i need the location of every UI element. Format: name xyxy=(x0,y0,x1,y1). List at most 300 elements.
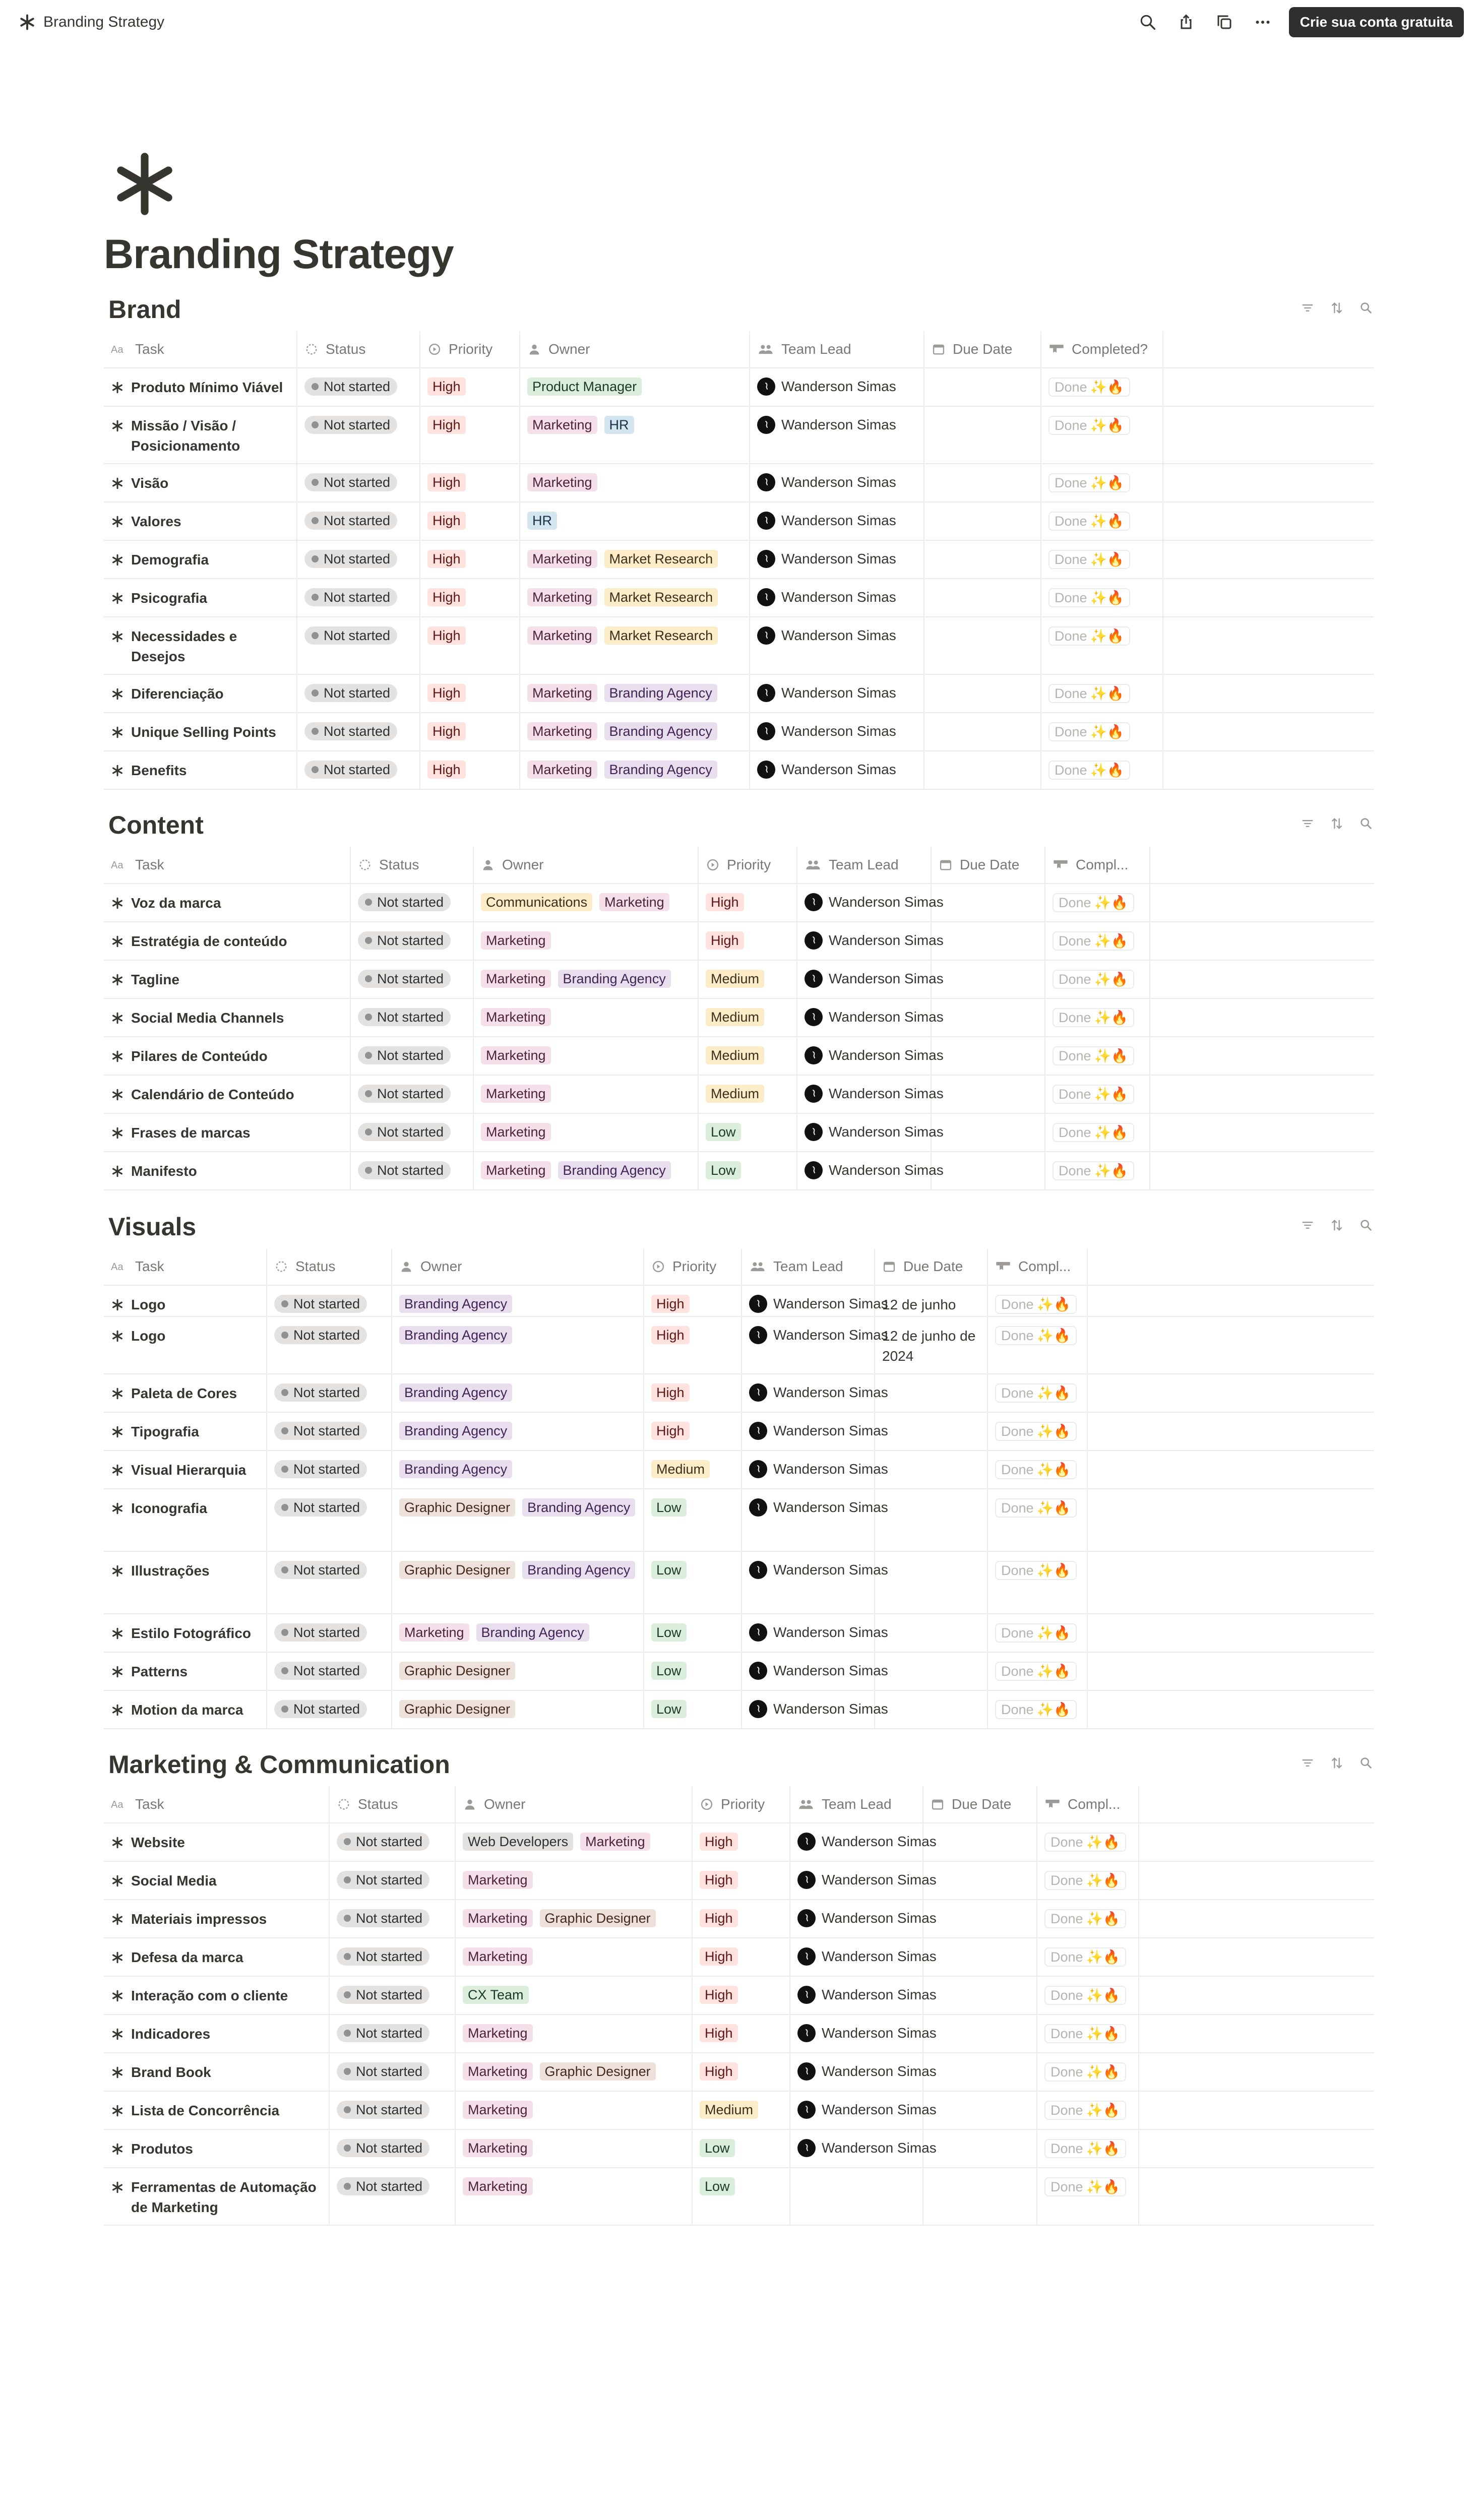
cell-due-date[interactable] xyxy=(924,464,1041,501)
table-row[interactable] xyxy=(104,541,1374,579)
filter-icon[interactable] xyxy=(1300,815,1316,832)
column-header-completed[interactable] xyxy=(1037,1786,1139,1822)
cell-owner[interactable] xyxy=(456,2053,693,2091)
cell-completed[interactable] xyxy=(1041,464,1163,501)
done-button[interactable] xyxy=(1044,2024,1126,2043)
cell-priority[interactable] xyxy=(644,1614,742,1652)
table-row[interactable] xyxy=(104,1614,1374,1653)
table-row[interactable] xyxy=(104,1823,1374,1862)
done-button[interactable] xyxy=(1044,2139,1126,2158)
cell-priority[interactable] xyxy=(644,1552,742,1613)
cell-owner[interactable] xyxy=(392,1413,644,1450)
cell-priority[interactable] xyxy=(699,1152,797,1189)
cell-owner[interactable] xyxy=(520,541,750,578)
cell-status[interactable] xyxy=(351,922,474,960)
cell-completed[interactable] xyxy=(1037,1862,1139,1899)
cell-status[interactable] xyxy=(351,1037,474,1075)
cell-owner[interactable] xyxy=(392,1614,644,1652)
column-header-team-lead[interactable] xyxy=(797,847,932,883)
cell-status[interactable] xyxy=(267,1653,392,1690)
cell-owner[interactable] xyxy=(474,999,699,1036)
cell-priority[interactable] xyxy=(699,884,797,921)
cell-completed[interactable] xyxy=(1041,368,1163,406)
cell-team-lead[interactable] xyxy=(742,1691,888,1728)
done-button[interactable] xyxy=(995,1700,1077,1719)
cell-team-lead[interactable] xyxy=(790,1900,937,1937)
cell-owner[interactable] xyxy=(474,1114,699,1151)
cell-owner[interactable] xyxy=(456,2092,693,2129)
done-button[interactable] xyxy=(995,1460,1077,1479)
cell-team-lead[interactable] xyxy=(790,2015,937,2052)
cell-owner[interactable] xyxy=(392,1286,644,1316)
task-name[interactable] xyxy=(104,675,297,712)
cell-team-lead[interactable] xyxy=(742,1552,888,1613)
cell-status[interactable] xyxy=(267,1614,392,1652)
cell-owner[interactable] xyxy=(520,502,750,540)
cell-status[interactable] xyxy=(267,1374,392,1412)
cell-status[interactable] xyxy=(330,2015,456,2052)
search-icon[interactable] xyxy=(1358,815,1374,832)
column-header-task[interactable] xyxy=(104,1248,267,1285)
done-button[interactable] xyxy=(995,1561,1077,1580)
cell-completed[interactable] xyxy=(988,1374,1088,1412)
cell-owner[interactable] xyxy=(520,751,750,789)
cell-status[interactable] xyxy=(351,1152,474,1189)
cell-team-lead[interactable] xyxy=(742,1413,888,1450)
cell-due-date[interactable] xyxy=(923,2168,1037,2225)
cell-priority[interactable] xyxy=(644,1286,742,1316)
cell-priority[interactable] xyxy=(699,1076,797,1113)
task-name[interactable] xyxy=(104,1286,267,1316)
table-row[interactable] xyxy=(104,1076,1374,1114)
cell-team-lead[interactable] xyxy=(750,675,924,712)
table-row[interactable] xyxy=(104,1114,1374,1152)
cell-status[interactable] xyxy=(351,884,474,921)
cell-due-date[interactable] xyxy=(875,1614,988,1652)
done-button[interactable] xyxy=(1053,1123,1134,1142)
column-header-priority[interactable] xyxy=(699,847,797,883)
task-name[interactable] xyxy=(104,2168,330,2225)
cell-completed[interactable] xyxy=(1037,2092,1139,2129)
search-icon[interactable] xyxy=(1358,300,1374,316)
cell-priority[interactable] xyxy=(693,2015,790,2052)
table-row[interactable] xyxy=(104,1977,1374,2015)
done-button[interactable] xyxy=(1044,2177,1126,2196)
cell-team-lead[interactable] xyxy=(750,751,924,789)
cell-completed[interactable] xyxy=(1041,713,1163,750)
cell-owner[interactable] xyxy=(520,675,750,712)
column-header-status[interactable] xyxy=(267,1248,392,1285)
task-name[interactable] xyxy=(104,1977,330,2014)
cell-completed[interactable] xyxy=(1037,2015,1139,2052)
search-icon[interactable] xyxy=(1136,10,1160,34)
filter-icon[interactable] xyxy=(1300,1217,1316,1233)
cell-priority[interactable] xyxy=(420,713,520,750)
cell-completed[interactable] xyxy=(988,1614,1088,1652)
cell-owner[interactable] xyxy=(520,464,750,501)
cell-due-date[interactable] xyxy=(932,884,1045,921)
cell-due-date[interactable] xyxy=(924,502,1041,540)
task-name[interactable] xyxy=(104,999,351,1036)
cell-team-lead[interactable] xyxy=(750,617,924,674)
column-header-task[interactable] xyxy=(104,1786,330,1822)
task-name[interactable] xyxy=(104,1900,330,1937)
cell-team-lead[interactable] xyxy=(797,1037,944,1075)
cell-status[interactable] xyxy=(330,1862,456,1899)
cell-due-date[interactable] xyxy=(875,1286,988,1316)
cell-due-date[interactable] xyxy=(932,961,1045,998)
table-row[interactable] xyxy=(104,1489,1374,1552)
cell-completed[interactable] xyxy=(1037,2053,1139,2091)
cell-status[interactable] xyxy=(297,541,420,578)
cell-owner[interactable] xyxy=(474,1152,699,1189)
sort-icon[interactable] xyxy=(1329,300,1345,316)
task-name[interactable] xyxy=(104,1823,330,1861)
done-button[interactable] xyxy=(995,1295,1077,1314)
cell-status[interactable] xyxy=(351,1114,474,1151)
cell-priority[interactable] xyxy=(420,579,520,616)
cell-due-date[interactable] xyxy=(875,1653,988,1690)
cell-owner[interactable] xyxy=(456,1900,693,1937)
cell-priority[interactable] xyxy=(693,1938,790,1976)
task-name[interactable] xyxy=(104,961,351,998)
done-button[interactable] xyxy=(1053,931,1134,951)
done-button[interactable] xyxy=(995,1422,1077,1441)
cell-priority[interactable] xyxy=(420,368,520,406)
task-name[interactable] xyxy=(104,541,297,578)
done-button[interactable] xyxy=(1044,1947,1126,1967)
table-row[interactable] xyxy=(104,1938,1374,1977)
column-header-team-lead[interactable] xyxy=(790,1786,923,1822)
cell-priority[interactable] xyxy=(693,1823,790,1861)
cell-due-date[interactable] xyxy=(875,1413,988,1450)
cell-team-lead[interactable] xyxy=(790,1862,937,1899)
cell-status[interactable] xyxy=(330,1938,456,1976)
cell-due-date[interactable] xyxy=(924,713,1041,750)
cell-owner[interactable] xyxy=(392,1691,644,1728)
task-name[interactable] xyxy=(104,922,351,960)
cell-owner[interactable] xyxy=(392,1653,644,1690)
sort-icon[interactable] xyxy=(1329,1755,1345,1771)
task-name[interactable] xyxy=(104,1938,330,1976)
cell-status[interactable] xyxy=(267,1286,392,1316)
cell-status[interactable] xyxy=(267,1413,392,1450)
cell-team-lead[interactable] xyxy=(790,2130,937,2167)
column-header-team-lead[interactable] xyxy=(742,1248,875,1285)
done-button[interactable] xyxy=(1053,1161,1134,1180)
column-header-completed[interactable] xyxy=(988,1248,1088,1285)
column-header-task[interactable] xyxy=(104,847,351,883)
task-name[interactable] xyxy=(104,1489,267,1551)
filter-icon[interactable] xyxy=(1300,1755,1316,1771)
task-name[interactable] xyxy=(104,1413,267,1450)
cell-status[interactable] xyxy=(330,2092,456,2129)
table-row[interactable] xyxy=(104,1317,1374,1374)
cell-owner[interactable] xyxy=(474,1076,699,1113)
duplicate-icon[interactable] xyxy=(1212,10,1237,34)
cell-completed[interactable] xyxy=(1041,675,1163,712)
cell-priority[interactable] xyxy=(644,1691,742,1728)
cell-due-date[interactable] xyxy=(932,1076,1045,1113)
cell-completed[interactable] xyxy=(1041,502,1163,540)
cell-due-date[interactable] xyxy=(923,1900,1037,1937)
cell-team-lead[interactable] xyxy=(750,502,924,540)
column-header-completed[interactable] xyxy=(1041,331,1163,367)
cell-owner[interactable] xyxy=(392,1489,644,1551)
cell-completed[interactable] xyxy=(1041,617,1163,674)
table-row[interactable] xyxy=(104,2092,1374,2130)
done-button[interactable] xyxy=(1044,1871,1126,1890)
table-row[interactable] xyxy=(104,579,1374,617)
cell-priority[interactable] xyxy=(420,675,520,712)
table-row[interactable] xyxy=(104,2015,1374,2053)
cell-due-date[interactable] xyxy=(924,579,1041,616)
cell-status[interactable] xyxy=(330,2168,456,2225)
task-name[interactable] xyxy=(104,1152,351,1189)
column-header-status[interactable] xyxy=(351,847,474,883)
cell-due-date[interactable] xyxy=(875,1451,988,1488)
cell-status[interactable] xyxy=(297,579,420,616)
cell-status[interactable] xyxy=(297,713,420,750)
done-button[interactable] xyxy=(1044,1909,1126,1928)
table-row[interactable] xyxy=(104,1152,1374,1190)
cell-team-lead[interactable] xyxy=(797,922,944,960)
table-row[interactable] xyxy=(104,368,1374,407)
cell-due-date[interactable] xyxy=(924,617,1041,674)
cell-team-lead[interactable] xyxy=(750,579,924,616)
column-header-owner[interactable] xyxy=(520,331,750,367)
cell-priority[interactable] xyxy=(693,1900,790,1937)
cell-completed[interactable] xyxy=(1041,407,1163,463)
table-row[interactable] xyxy=(104,464,1374,502)
done-button[interactable] xyxy=(1048,684,1130,703)
table-row[interactable] xyxy=(104,1691,1374,1729)
column-header-completed[interactable] xyxy=(1045,847,1150,883)
table-row[interactable] xyxy=(104,713,1374,751)
done-button[interactable] xyxy=(1053,893,1134,912)
cell-team-lead[interactable] xyxy=(742,1614,888,1652)
cell-due-date[interactable] xyxy=(923,1938,1037,1976)
cell-team-lead[interactable] xyxy=(750,541,924,578)
sort-icon[interactable] xyxy=(1329,1217,1345,1233)
table-row[interactable] xyxy=(104,1451,1374,1489)
table-row[interactable] xyxy=(104,1862,1374,1900)
cell-priority[interactable] xyxy=(644,1317,742,1373)
table-row[interactable] xyxy=(104,751,1374,790)
table-row[interactable] xyxy=(104,2130,1374,2168)
cell-due-date[interactable] xyxy=(875,1317,988,1373)
cell-owner[interactable] xyxy=(392,1451,644,1488)
cell-status[interactable] xyxy=(297,675,420,712)
cell-completed[interactable] xyxy=(1037,1977,1139,2014)
cell-priority[interactable] xyxy=(693,1977,790,2014)
cell-status[interactable] xyxy=(351,999,474,1036)
table-row[interactable] xyxy=(104,407,1374,464)
cell-team-lead[interactable] xyxy=(797,999,944,1036)
cell-priority[interactable] xyxy=(644,1653,742,1690)
table-row[interactable] xyxy=(104,2053,1374,2092)
cell-status[interactable] xyxy=(330,1823,456,1861)
column-header-priority[interactable] xyxy=(420,331,520,367)
search-icon[interactable] xyxy=(1358,1755,1374,1771)
task-name[interactable] xyxy=(104,1614,267,1652)
cell-completed[interactable] xyxy=(988,1691,1088,1728)
cell-owner[interactable] xyxy=(520,579,750,616)
cell-owner[interactable] xyxy=(392,1374,644,1412)
cell-status[interactable] xyxy=(330,1977,456,2014)
cell-due-date[interactable] xyxy=(924,368,1041,406)
column-header-priority[interactable] xyxy=(644,1248,742,1285)
cell-completed[interactable] xyxy=(1041,579,1163,616)
signup-button[interactable]: Crie sua conta gratuita xyxy=(1289,7,1464,37)
cell-completed[interactable] xyxy=(1041,541,1163,578)
column-header-owner[interactable] xyxy=(392,1248,644,1285)
table-row[interactable] xyxy=(104,1286,1374,1317)
done-button[interactable] xyxy=(1048,722,1130,741)
cell-priority[interactable] xyxy=(644,1374,742,1412)
column-header-priority[interactable] xyxy=(693,1786,790,1822)
cell-due-date[interactable] xyxy=(923,2130,1037,2167)
done-button[interactable] xyxy=(995,1498,1077,1518)
cell-due-date[interactable] xyxy=(923,1862,1037,1899)
cell-team-lead[interactable] xyxy=(742,1374,888,1412)
cell-owner[interactable] xyxy=(456,1823,693,1861)
cell-owner[interactable] xyxy=(456,1977,693,2014)
cell-completed[interactable] xyxy=(988,1451,1088,1488)
filter-icon[interactable] xyxy=(1300,300,1316,316)
task-name[interactable] xyxy=(104,2092,330,2129)
cell-status[interactable] xyxy=(330,2053,456,2091)
column-header-due-date[interactable] xyxy=(875,1248,988,1285)
cell-team-lead[interactable] xyxy=(797,961,944,998)
cell-team-lead[interactable] xyxy=(790,1938,937,1976)
task-name[interactable] xyxy=(104,1374,267,1412)
cell-completed[interactable] xyxy=(1037,1900,1139,1937)
cell-team-lead[interactable] xyxy=(742,1317,888,1373)
cell-completed[interactable] xyxy=(1041,751,1163,789)
cell-priority[interactable] xyxy=(420,464,520,501)
cell-owner[interactable] xyxy=(474,884,699,921)
cell-completed[interactable] xyxy=(988,1413,1088,1450)
column-header-task[interactable] xyxy=(104,331,297,367)
table-row[interactable] xyxy=(104,502,1374,541)
cell-completed[interactable] xyxy=(1045,1152,1150,1189)
cell-owner[interactable] xyxy=(456,2130,693,2167)
task-name[interactable] xyxy=(104,1076,351,1113)
task-name[interactable] xyxy=(104,713,297,750)
cell-priority[interactable] xyxy=(644,1413,742,1450)
task-name[interactable] xyxy=(104,1653,267,1690)
cell-owner[interactable] xyxy=(474,922,699,960)
cell-completed[interactable] xyxy=(1045,884,1150,921)
cell-priority[interactable] xyxy=(693,1862,790,1899)
cell-status[interactable] xyxy=(351,961,474,998)
column-header-owner[interactable] xyxy=(456,1786,693,1822)
cell-team-lead[interactable] xyxy=(790,2092,937,2129)
task-name[interactable] xyxy=(104,1114,351,1151)
cell-priority[interactable] xyxy=(693,2053,790,2091)
cell-due-date[interactable] xyxy=(923,2015,1037,2052)
cell-priority[interactable] xyxy=(699,922,797,960)
task-name[interactable] xyxy=(104,407,297,463)
cell-completed[interactable] xyxy=(1045,1037,1150,1075)
cell-completed[interactable] xyxy=(1045,961,1150,998)
column-header-status[interactable] xyxy=(330,1786,456,1822)
cell-completed[interactable] xyxy=(988,1317,1088,1373)
done-button[interactable] xyxy=(1044,1833,1126,1852)
cell-owner[interactable] xyxy=(474,1037,699,1075)
done-button[interactable] xyxy=(1053,1008,1134,1027)
cell-priority[interactable] xyxy=(699,999,797,1036)
column-header-due-date[interactable] xyxy=(932,847,1045,883)
cell-due-date[interactable] xyxy=(924,675,1041,712)
done-button[interactable] xyxy=(995,1623,1077,1643)
column-header-owner[interactable] xyxy=(474,847,699,883)
table-row[interactable] xyxy=(104,1413,1374,1451)
cell-team-lead[interactable] xyxy=(742,1653,888,1690)
cell-team-lead[interactable] xyxy=(750,368,924,406)
cell-status[interactable] xyxy=(297,502,420,540)
cell-due-date[interactable] xyxy=(924,541,1041,578)
cell-team-lead[interactable] xyxy=(790,2053,937,2091)
done-button[interactable] xyxy=(1053,1046,1134,1065)
done-button[interactable] xyxy=(1048,416,1130,435)
task-name[interactable] xyxy=(104,2053,330,2091)
done-button[interactable] xyxy=(1048,761,1130,780)
cell-due-date[interactable] xyxy=(932,999,1045,1036)
cell-priority[interactable] xyxy=(693,2092,790,2129)
cell-completed[interactable] xyxy=(1045,922,1150,960)
cell-owner[interactable] xyxy=(456,1862,693,1899)
cell-completed[interactable] xyxy=(988,1489,1088,1551)
cell-owner[interactable] xyxy=(520,368,750,406)
table-row[interactable] xyxy=(104,1374,1374,1413)
cell-status[interactable] xyxy=(330,2130,456,2167)
cell-due-date[interactable] xyxy=(923,1823,1037,1861)
column-header-due-date[interactable] xyxy=(923,1786,1037,1822)
cell-owner[interactable] xyxy=(456,2015,693,2052)
cell-due-date[interactable] xyxy=(932,1037,1045,1075)
done-button[interactable] xyxy=(1044,2062,1126,2082)
more-icon[interactable] xyxy=(1251,10,1275,34)
cell-team-lead[interactable] xyxy=(797,1076,944,1113)
cell-completed[interactable] xyxy=(1045,1114,1150,1151)
column-header-team-lead[interactable] xyxy=(750,331,924,367)
cell-status[interactable] xyxy=(267,1691,392,1728)
task-name[interactable] xyxy=(104,368,297,406)
cell-due-date[interactable] xyxy=(924,751,1041,789)
cell-completed[interactable] xyxy=(1045,999,1150,1036)
task-name[interactable] xyxy=(104,2130,330,2167)
cell-owner[interactable] xyxy=(520,407,750,463)
cell-team-lead[interactable] xyxy=(750,407,924,463)
cell-team-lead[interactable] xyxy=(742,1489,888,1551)
cell-status[interactable] xyxy=(267,1489,392,1551)
cell-completed[interactable] xyxy=(1037,2130,1139,2167)
table-row[interactable] xyxy=(104,961,1374,999)
cell-priority[interactable] xyxy=(699,1037,797,1075)
cell-completed[interactable] xyxy=(1037,2168,1139,2225)
cell-status[interactable] xyxy=(297,617,420,674)
cell-team-lead[interactable] xyxy=(790,2168,923,2225)
cell-owner[interactable] xyxy=(520,617,750,674)
task-name[interactable] xyxy=(104,1451,267,1488)
cell-status[interactable] xyxy=(351,1076,474,1113)
task-name[interactable] xyxy=(104,1552,267,1613)
task-name[interactable] xyxy=(104,1037,351,1075)
cell-status[interactable] xyxy=(297,407,420,463)
cell-status[interactable] xyxy=(267,1317,392,1373)
